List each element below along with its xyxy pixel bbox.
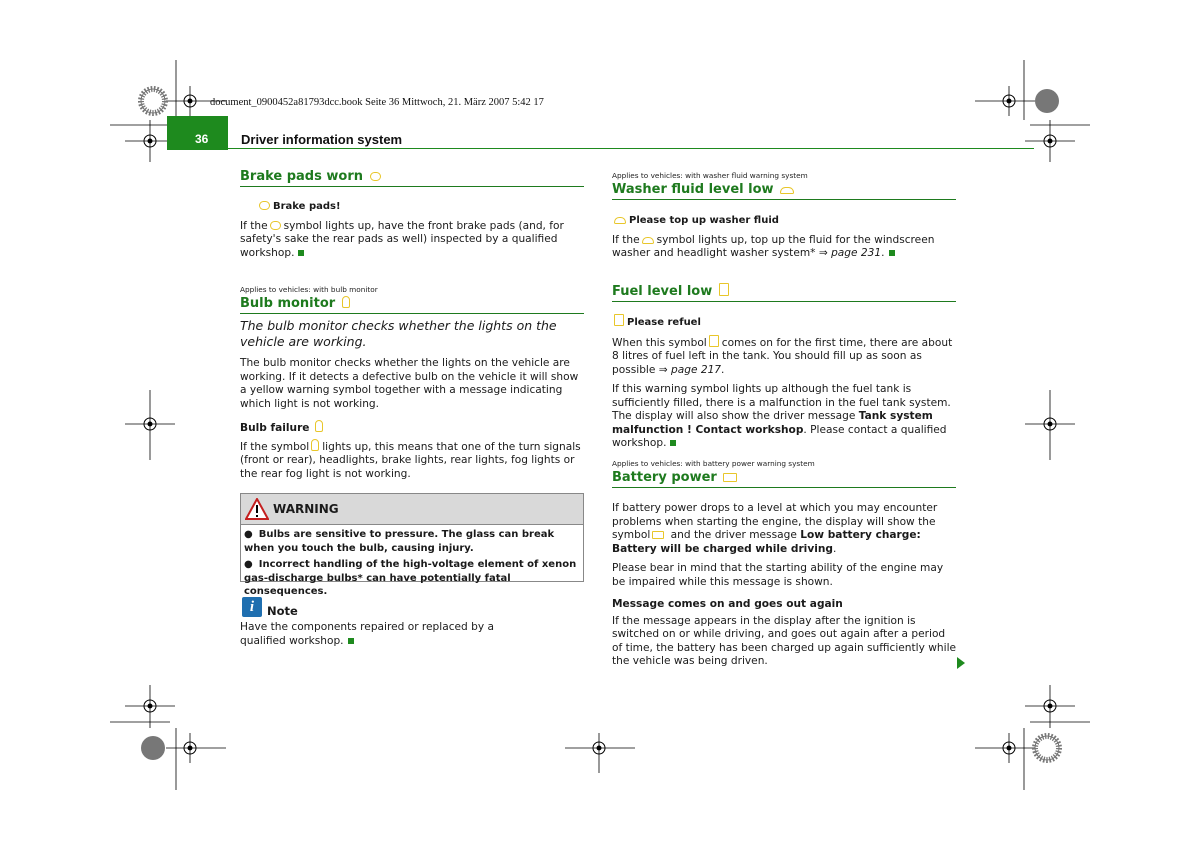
brake-pad-icon bbox=[259, 201, 270, 210]
fuel-page-ref[interactable]: page 217 bbox=[671, 363, 722, 376]
fuel-heading bbox=[612, 283, 956, 302]
bulb-icon bbox=[311, 439, 319, 451]
brake-pads-body bbox=[240, 200, 584, 260]
fuel-sub bbox=[628, 314, 958, 330]
washer-page-ref[interactable]: page 231 bbox=[831, 247, 882, 259]
washer-text-a: If the bbox=[612, 233, 640, 246]
warning-item bbox=[241, 558, 583, 599]
brake-pad-icon bbox=[270, 221, 281, 230]
washer-sub bbox=[628, 214, 958, 228]
end-mark bbox=[298, 250, 304, 256]
brake-pads-sub bbox=[257, 200, 584, 214]
battery-icon bbox=[652, 531, 664, 539]
bulb-monitor-title: Bulb monitor bbox=[240, 296, 336, 311]
page-number: 36 bbox=[195, 132, 209, 146]
fuel-pump-icon bbox=[614, 314, 624, 326]
bulb-failure-text-a: If the symbol bbox=[240, 440, 310, 453]
bulb-icon bbox=[315, 420, 323, 432]
bulb-applies: Applies to vehicles: with bulb monitor bbox=[240, 285, 378, 294]
battery-heading bbox=[612, 470, 956, 488]
washer-sub-label: Please top up washer fluid bbox=[629, 215, 779, 226]
battery-driver-message: Low battery charge: Battery will be charged while driving bbox=[612, 529, 921, 555]
brake-pads-paragraph bbox=[240, 220, 584, 261]
washer-paragraph: If the symbol lights up, top up the fluid for the windscreen washer and headlight washer system* ⇒ page 231. bbox=[612, 233, 935, 259]
battery-paragraph-1: If battery power drops to a level at which you may encounter problems when starting the engine, the display will show the symbol and the driver message Low battery charge: Battery will be charged while driving. bbox=[612, 502, 938, 555]
fuel-pump-icon bbox=[719, 283, 729, 296]
washer-icon bbox=[614, 217, 626, 224]
battery-message-paragraph: If the message appears in the display after the ignition is switched on or while driving, and goes out again after a period of time, the battery has been charged up again sufficiently while the vehicle was being driven. bbox=[612, 614, 957, 667]
bulb-failure-heading bbox=[240, 420, 586, 436]
bulb-intro: The bulb monitor checks whether the lights on the vehicle are working. bbox=[240, 318, 557, 349]
info-icon: i bbox=[242, 597, 262, 617]
washer-applies: Applies to vehicles: with washer fluid warning system bbox=[612, 171, 808, 180]
warning-item-text: Incorrect handling of the high-voltage element of xenon gas-discharge bulbs* can have potentially fatal consequences. bbox=[244, 559, 577, 597]
header-rule bbox=[228, 148, 1034, 149]
brake-text-b: symbol lights up, have the front brake pads (and, for safety's sake the rear pads as well) inspected by a qualified workshop. bbox=[240, 219, 564, 259]
bullet: ● bbox=[244, 559, 253, 570]
print-header: document_0900452a81793dcc.book Seite 36 Mittwoch, 21. März 2007 5:42 17 bbox=[210, 97, 544, 108]
bulb-monitor-body bbox=[240, 318, 586, 481]
warning-label: WARNING bbox=[273, 502, 339, 516]
fuel-body bbox=[612, 314, 958, 451]
washer-icon bbox=[780, 187, 794, 194]
battery-paragraph-2: Please bear in mind that the starting ability of the engine may be impaired while this message is shown. bbox=[612, 562, 944, 588]
fuel-pump-icon bbox=[709, 335, 719, 347]
brake-pads-heading bbox=[240, 169, 584, 187]
brake-text-a: If the bbox=[240, 219, 268, 232]
warning-item bbox=[241, 528, 583, 555]
warning-box bbox=[240, 493, 584, 597]
bulb-failure-paragraph bbox=[240, 439, 586, 482]
end-mark bbox=[889, 250, 895, 256]
end-mark bbox=[348, 638, 354, 644]
battery-icon bbox=[723, 473, 737, 482]
battery-applies: Applies to vehicles: with battery power warning system bbox=[612, 459, 815, 468]
fuel-paragraph-1: When this symbol comes on for the first time, there are about 8 litres of fuel left in the tank. You should fill up as soon as possible ⇒ page 217. bbox=[612, 336, 953, 376]
battery-message-title: Message comes on and goes out again bbox=[612, 598, 843, 610]
brake-pad-icon bbox=[370, 172, 381, 181]
warning-item-text: Bulbs are sensitive to pressure. The glass can break when you touch the bulb, causing injury. bbox=[244, 529, 555, 554]
warning-triangle-icon bbox=[245, 498, 269, 520]
battery-body bbox=[612, 502, 958, 669]
washer-title: Washer fluid level low bbox=[612, 182, 774, 197]
fuel-paragraph-2: If this warning symbol lights up although the fuel tank is sufficiently filled, there is a malfunction in the fuel tank system. The display will also show the driver message Tank system malfunction ! Contact workshop. Please contact a qualified workshop. bbox=[612, 383, 951, 449]
battery-title: Battery power bbox=[612, 470, 717, 485]
bulb-icon bbox=[342, 296, 350, 308]
header-title: Driver information system bbox=[241, 132, 403, 147]
note-text: Have the components repaired or replaced by a qualified workshop. bbox=[240, 621, 495, 647]
washer-body bbox=[612, 214, 958, 261]
note-label: Note bbox=[267, 604, 298, 618]
fuel-driver-message: Tank system malfunction ! Contact workshop bbox=[612, 410, 933, 436]
bulb-failure-title: Bulb failure bbox=[240, 422, 310, 434]
washer-heading bbox=[612, 182, 956, 200]
end-mark bbox=[670, 440, 676, 446]
bullet: ● bbox=[244, 529, 253, 540]
bulb-monitor-heading bbox=[240, 296, 584, 314]
brake-pads-sub-label: Brake pads! bbox=[273, 201, 341, 212]
bulb-failure-text-b: lights up, this means that one of the turn signals (front or rear), headlights, brake lights, rear lights, fog lights or the rear fog light is not working. bbox=[240, 440, 581, 480]
fuel-title: Fuel level low bbox=[612, 284, 713, 299]
brake-pads-title: Brake pads worn bbox=[240, 169, 363, 184]
bulb-paragraph: The bulb monitor checks whether the lights on the vehicle are working. If it detects a defective bulb on the vehicle it will show a yellow warning symbol together with a message indicating which light is not working. bbox=[240, 357, 579, 410]
fuel-sub-label: Please refuel bbox=[627, 317, 701, 328]
washer-icon bbox=[642, 237, 654, 244]
note-body bbox=[240, 621, 540, 648]
washer-text-b: symbol lights up, top up the fluid for the windscreen washer and headlight washer system* ⇒ bbox=[612, 233, 935, 259]
warning-header bbox=[241, 494, 583, 525]
continue-arrow-icon bbox=[957, 657, 965, 669]
